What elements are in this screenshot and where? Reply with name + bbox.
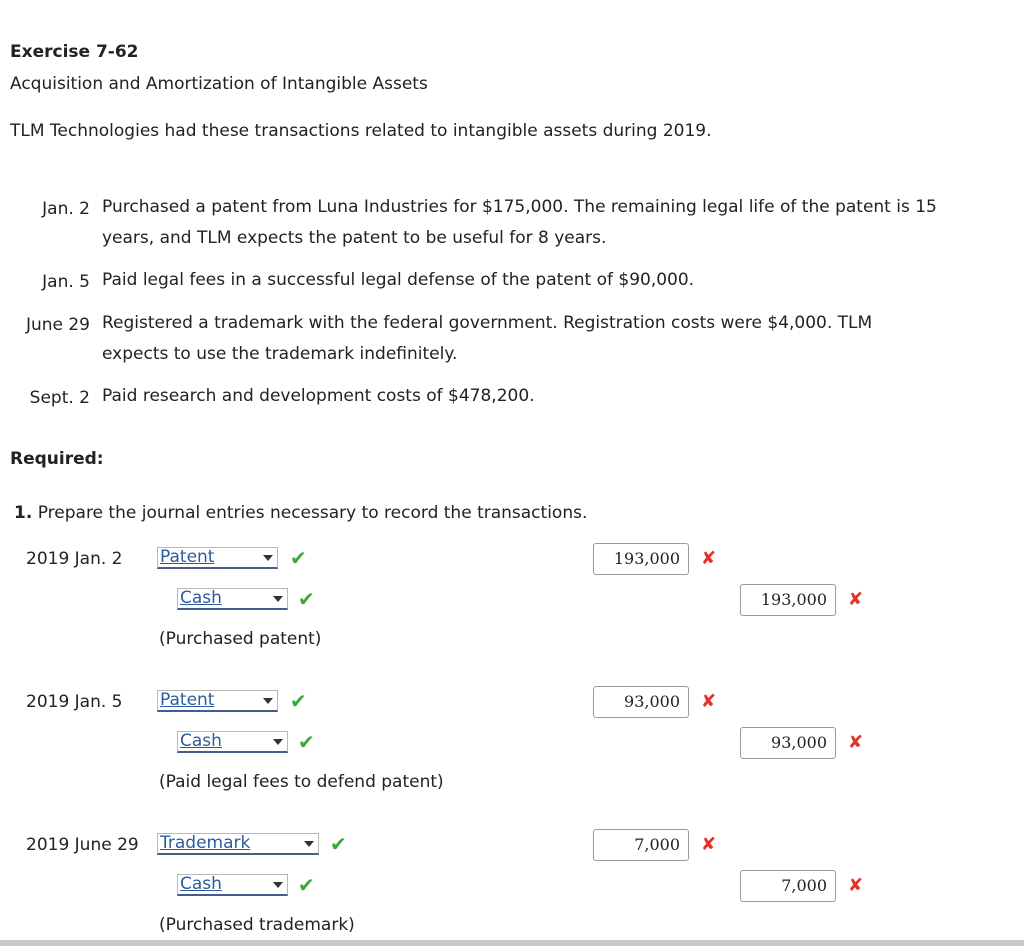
- correct-check-icon: ✔: [298, 873, 315, 897]
- entry-memo: (Paid legal fees to defend patent): [159, 772, 444, 792]
- required-heading: Required:: [10, 449, 104, 469]
- debit-amount-input[interactable]: 7,000: [593, 829, 689, 861]
- chevron-down-icon: [273, 739, 283, 745]
- debit-amount-input[interactable]: 93,000: [593, 686, 689, 718]
- credit-account-value: Cash: [180, 874, 222, 894]
- entry-date: 2019 Jan. 2: [26, 549, 123, 569]
- transaction-date: Jan. 2: [42, 199, 90, 219]
- correct-check-icon: ✔: [330, 832, 347, 856]
- incorrect-x-icon: ✘: [701, 834, 717, 855]
- entry-memo: (Purchased patent): [159, 629, 322, 649]
- exercise-title: Exercise 7-62: [10, 42, 139, 62]
- chevron-down-icon: [263, 555, 273, 561]
- correct-check-icon: ✔: [290, 689, 307, 713]
- entry-date: 2019 June 29: [26, 835, 139, 855]
- credit-account-select[interactable]: [177, 588, 288, 610]
- question-number: 1.: [14, 503, 33, 523]
- debit-account-value: Patent: [160, 690, 215, 710]
- entry-date: 2019 Jan. 5: [26, 692, 123, 712]
- transaction-text: Paid legal fees in a successful legal defense of the patent of $90,000.: [102, 270, 695, 290]
- question-1: [14, 503, 587, 523]
- transaction-date: Jan. 5: [42, 272, 90, 292]
- debit-account-select[interactable]: [157, 690, 278, 712]
- transaction-date: Sept. 2: [29, 388, 90, 408]
- transaction-text: Purchased a patent from Luna Industries for $175,000. The remaining legal life of the patent is 15 years, and TLM expects the patent to be useful for 8 years.: [102, 197, 937, 248]
- credit-account-value: Cash: [180, 731, 222, 751]
- debit-amount-input[interactable]: 193,000: [593, 543, 689, 575]
- correct-check-icon: ✔: [290, 546, 307, 570]
- correct-check-icon: ✔: [298, 730, 315, 754]
- transaction-text: Registered a trademark with the federal government. Registration costs were $4,000. TLM expects to use the trademark indefinitely.: [102, 313, 873, 364]
- debit-account-select[interactable]: [157, 547, 278, 569]
- incorrect-x-icon: ✘: [701, 691, 717, 712]
- credit-account-value: Cash: [180, 588, 222, 608]
- chevron-down-icon: [273, 882, 283, 888]
- incorrect-x-icon: ✘: [848, 875, 864, 896]
- credit-account-select[interactable]: [177, 731, 288, 753]
- credit-amount-input[interactable]: 7,000: [740, 870, 836, 902]
- debit-account-value: Patent: [160, 547, 215, 567]
- credit-amount-input[interactable]: 193,000: [740, 584, 836, 616]
- incorrect-x-icon: ✘: [848, 732, 864, 753]
- credit-amount-input[interactable]: 93,000: [740, 727, 836, 759]
- chevron-down-icon: [263, 698, 273, 704]
- incorrect-x-icon: ✘: [848, 589, 864, 610]
- chevron-down-icon: [304, 841, 314, 847]
- credit-account-select[interactable]: [177, 874, 288, 896]
- exercise-subtitle: Acquisition and Amortization of Intangible Assets: [10, 74, 428, 94]
- transaction-date: June 29: [25, 315, 90, 335]
- correct-check-icon: ✔: [298, 587, 315, 611]
- debit-account-value: Trademark: [160, 833, 251, 853]
- transaction-text: Paid research and development costs of $478,200.: [102, 386, 535, 406]
- chevron-down-icon: [273, 596, 283, 602]
- entry-memo: (Purchased trademark): [159, 915, 355, 935]
- intro-text: TLM Technologies had these transactions related to intangible assets during 2019.: [10, 121, 712, 141]
- question-text: Prepare the journal entries necessary to record the transactions.: [37, 503, 588, 523]
- incorrect-x-icon: ✘: [701, 548, 717, 569]
- bottom-divider: [0, 940, 1024, 946]
- debit-account-select[interactable]: [157, 833, 319, 855]
